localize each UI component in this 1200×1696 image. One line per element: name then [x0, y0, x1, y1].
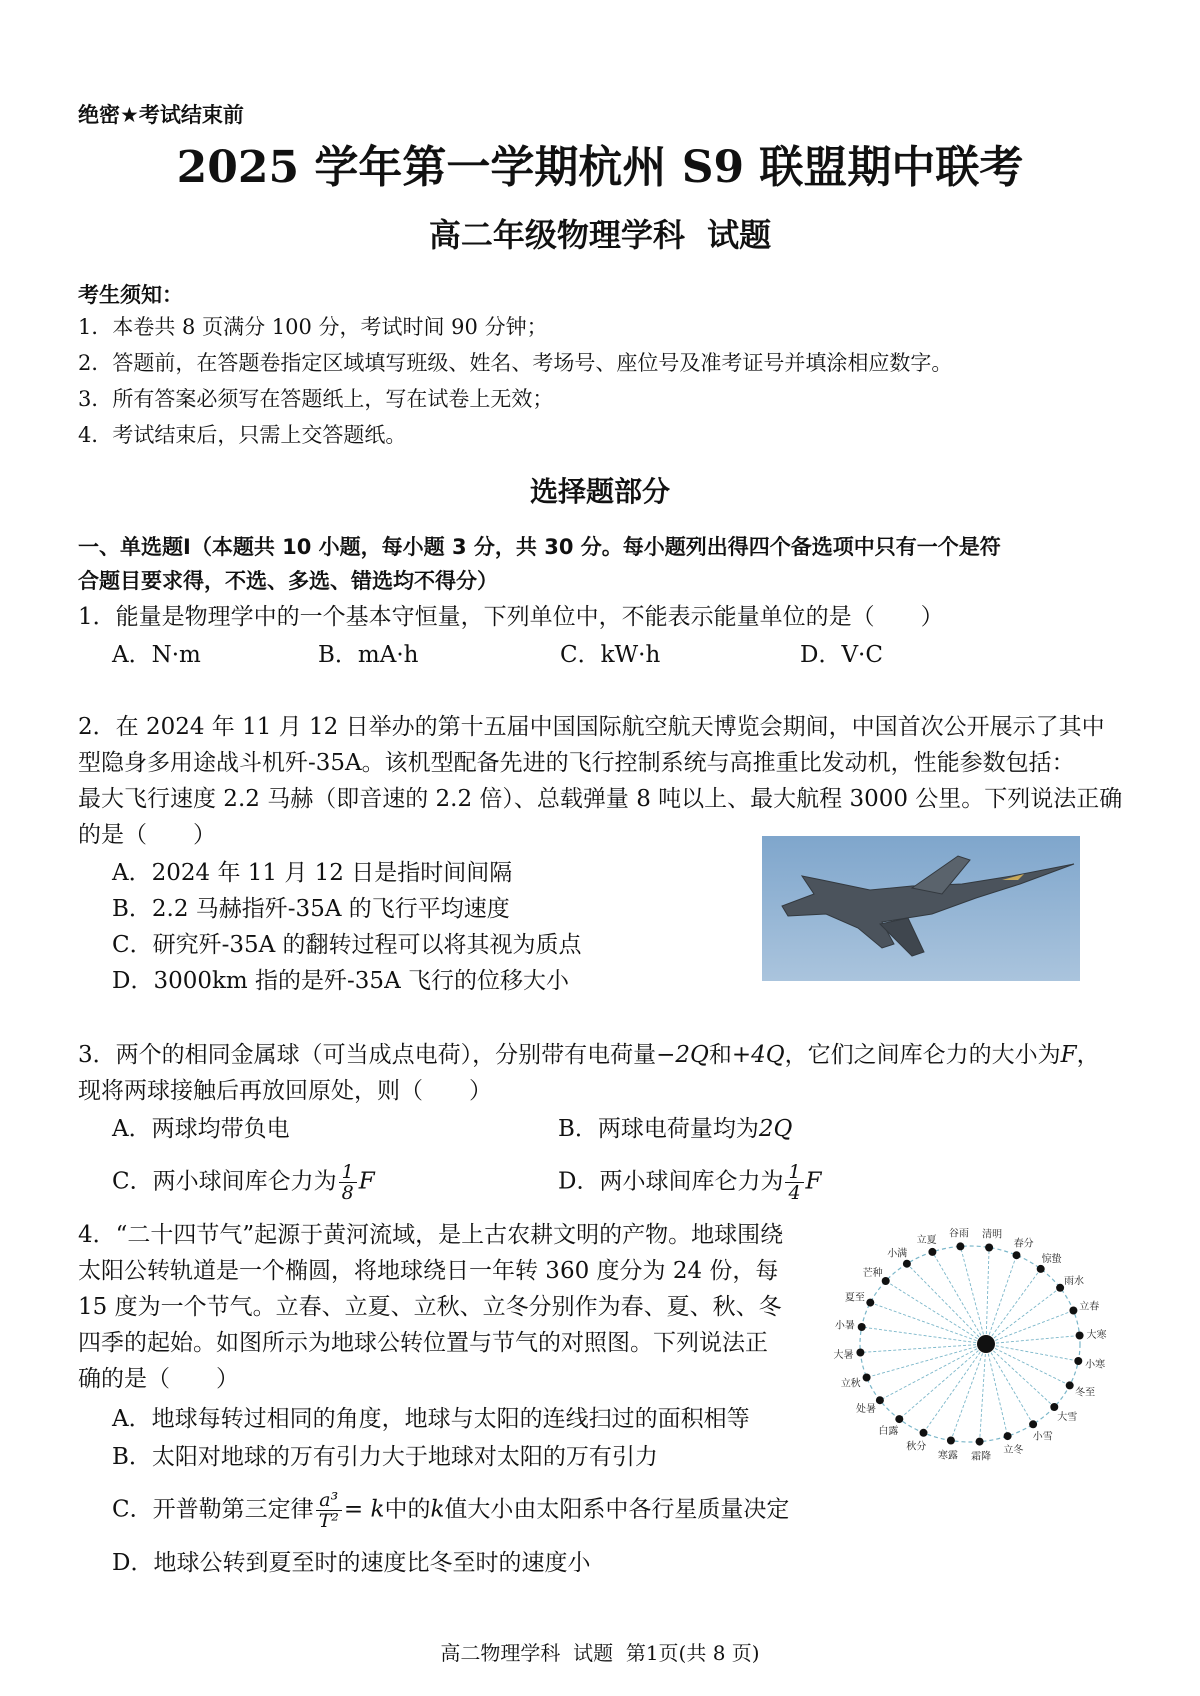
q4-stem-line: 确的是（ ）	[78, 1366, 239, 1392]
orbit-spoke	[986, 1311, 1073, 1345]
earth-position-dot	[903, 1260, 911, 1268]
orbit-spoke	[960, 1246, 986, 1344]
part1-instruction: 合题目要求得，不选、多选、错选均不得分）	[78, 569, 498, 593]
q3-option-c-fraction: $\frac{1}{8}$	[339, 1162, 357, 1203]
q4-option-d: D．地球公转到夏至时的速度比冬至时的速度小	[112, 1550, 591, 1576]
q1-stem: 1．能量是物理学中的一个基本守恒量，下列单位中，不能表示能量单位的是（ ）	[78, 604, 944, 630]
orbit-spoke	[986, 1255, 1017, 1344]
q3-option-b-text: B．两球电荷量均为	[558, 1116, 759, 1142]
orbit-spoke	[986, 1288, 1060, 1344]
orbit-spoke	[880, 1344, 986, 1400]
orbit-ellipse	[860, 1246, 1080, 1442]
q3-stem-line2: 现将两球接触后再放回原处，则（ ）	[78, 1078, 492, 1104]
q3-option-d-force: F	[805, 1168, 822, 1195]
notice-item: 3．所有答案必须写在答题纸上，写在试卷上无效；	[78, 387, 554, 411]
exam-title: 2025 学年第一学期杭州 S9 联盟期中联考	[176, 142, 1024, 193]
solar-term-label: 春分	[1013, 1238, 1034, 1250]
orbit-spoke	[924, 1344, 987, 1433]
q2-stem-line: 最大飞行速度 2.2 马赫（即音速的 2.2 倍）、总载弹量 8 吨以上、最大航程 3000 公里。下列说法正确	[78, 786, 1123, 812]
earth-position-dot	[1050, 1403, 1058, 1411]
q1-option-d: D．V·C	[800, 642, 883, 668]
k-symbol: k	[430, 1496, 445, 1523]
orbit-spoke	[860, 1344, 986, 1353]
earth-position-dot	[863, 1374, 871, 1382]
q3-text: 和	[708, 1042, 732, 1068]
q1-option-b: B．mA·h	[318, 642, 419, 668]
earth-position-dot	[1013, 1251, 1021, 1259]
orbit-spokes	[860, 1246, 1079, 1441]
earth-position-dot	[895, 1415, 903, 1423]
earth-position-dot	[947, 1437, 955, 1445]
solar-term-label: 小雪	[1032, 1431, 1053, 1443]
q3-option-b	[558, 1114, 792, 1144]
earth-position-dot	[1066, 1381, 1074, 1389]
q4-option-c-text: 值大小由太阳系中各行星质量决定	[444, 1496, 790, 1523]
q3-text: ，	[1076, 1042, 1100, 1068]
q3-option-d	[558, 1162, 822, 1203]
q2-option-b: B．2.2 马赫指歼-35A 的飞行平均速度	[112, 896, 510, 922]
q3-charge1: −2Q	[656, 1042, 709, 1068]
section-title: 选择题部分	[529, 475, 670, 508]
solar-term-label: 寒露	[937, 1450, 958, 1462]
earth-position-dot	[876, 1396, 884, 1404]
earth-position-dot	[985, 1244, 993, 1252]
earth-position-dot	[882, 1277, 890, 1285]
q4-option-c	[112, 1490, 789, 1531]
q3-option-b-value: 2Q	[758, 1116, 793, 1142]
earth-position-dot	[866, 1299, 874, 1307]
solar-term-label: 霜降	[971, 1451, 992, 1463]
notice-heading: 考生须知：	[78, 283, 183, 307]
orbit-spoke	[986, 1344, 1008, 1436]
orbit-spoke	[986, 1344, 1070, 1385]
orbit-spoke	[907, 1264, 986, 1344]
orbit-spoke	[986, 1248, 989, 1345]
q2-option-c: C．研究歼-35A 的翻转过程可以将其视为质点	[112, 932, 582, 958]
orbit-spoke	[899, 1344, 986, 1419]
kepler-equals-k: = k	[343, 1496, 385, 1523]
solar-term-label: 谷雨	[948, 1228, 969, 1240]
q3-text: 3．两个的相同金属球（可当成点电荷），分别带有电荷量	[78, 1042, 657, 1068]
q2-stem-line: 型隐身多用途战斗机歼-35A。该机型配备先进的飞行控制系统与高推重比发动机，性能参数包括：	[78, 750, 1075, 776]
solar-term-label: 大暑	[833, 1349, 854, 1361]
solar-term-label: 处暑	[856, 1404, 876, 1416]
q4-option-c-text: 中的	[384, 1496, 431, 1523]
notice-item: 2．答题前，在答题卷指定区域填写班级、姓名、考场号、座位号及准考证号并填涂相应数字。	[78, 351, 953, 375]
earth-position-dot	[856, 1349, 864, 1357]
q3-option-a: A．两球均带负电	[112, 1116, 290, 1142]
earth-position-dot	[928, 1248, 936, 1256]
orbit-spoke	[986, 1336, 1080, 1345]
exam-subtitle: 高二年级物理学科 试题	[428, 216, 772, 254]
q4-stem-line: 4．“二十四节气”起源于黄河流域，是上古农耕文明的产物。地球围绕	[78, 1222, 784, 1248]
earth-position-dot	[1037, 1265, 1045, 1273]
q1-option-a: A．N·m	[112, 642, 201, 668]
q4-option-c-text: C．开普勒第三定律	[112, 1496, 314, 1523]
solar-term-label: 白露	[878, 1425, 899, 1437]
orbit-spoke	[986, 1344, 1078, 1361]
earth-position-dot	[920, 1429, 928, 1437]
solar-terms-orbit-diagram	[820, 1222, 1120, 1478]
solar-term-label: 雨水	[1064, 1275, 1084, 1287]
notice-item: 1．本卷共 8 页满分 100 分，考试时间 90 分钟；	[78, 315, 548, 339]
sun-marker	[977, 1335, 995, 1353]
orbit-spoke	[932, 1252, 986, 1344]
q3-stem-line1	[78, 1040, 1100, 1070]
earth-position-dot	[1029, 1420, 1037, 1428]
earth-position-dot	[1004, 1432, 1012, 1440]
q3-charge2: +4Q	[731, 1042, 785, 1068]
q3-force: F	[1060, 1042, 1077, 1068]
solar-term-label: 秋分	[906, 1441, 927, 1453]
q4-stem-line: 太阳公转轨道是一个椭圆，将地球绕日一年转 360 度分为 24 份，每	[78, 1258, 779, 1284]
solar-term-label: 大雪	[1057, 1412, 1078, 1423]
q3-option-c-text: C．两小球间库仑力为	[112, 1168, 337, 1195]
earth-position-dot	[1069, 1307, 1077, 1315]
q2-stem-line: 的是（ ）	[78, 822, 216, 848]
earth-position-dot	[956, 1242, 964, 1250]
solar-term-label: 立春	[1079, 1301, 1100, 1313]
q3-option-c-force: F	[358, 1168, 375, 1195]
q2-option-a: A．2024 年 11 月 12 日是指时间间隔	[112, 860, 513, 886]
earth-position-dot	[1074, 1357, 1082, 1365]
orbit-spoke	[870, 1303, 986, 1344]
solar-term-label: 小满	[887, 1248, 908, 1260]
notice-item: 4．考试结束后，只需上交答题纸。	[78, 423, 407, 447]
q3-option-d-fraction: $\frac{1}{4}$	[785, 1162, 803, 1203]
solar-term-label: 夏至	[844, 1292, 865, 1304]
solar-term-label: 芒种	[862, 1268, 883, 1279]
orbit-spoke	[986, 1344, 1054, 1407]
solar-term-label: 大寒	[1086, 1330, 1107, 1342]
earth-position-dot	[976, 1438, 984, 1446]
q4-option-a: A．地球每转过相同的角度，地球与太阳的连线扫过的面积相等	[112, 1406, 750, 1432]
q3-text: ，它们之间库仑力的大小为	[784, 1042, 1061, 1068]
orbit-spoke	[986, 1269, 1041, 1344]
earth-position-dot	[1056, 1284, 1064, 1292]
orbit-spoke	[862, 1327, 986, 1344]
kepler-fraction: $\frac{\text{a³}}{\text{T²}}$	[316, 1490, 342, 1531]
q2-option-d: D．3000km 指的是歼-35A 飞行的位移大小	[112, 968, 569, 994]
q2-stem-line: 2．在 2024 年 11 月 12 日举办的第十五届中国国际航空航天博览会期间，中国首次公开展示了其中	[78, 714, 1105, 740]
q3-option-d-text: D．两小球间库仑力为	[558, 1168, 784, 1195]
solar-term-label: 清明	[982, 1229, 1003, 1241]
earth-position-dot	[858, 1323, 866, 1331]
solar-term-label: 立夏	[916, 1234, 937, 1246]
secret-mark: 绝密★考试结束前	[78, 103, 244, 127]
q4-stem-line: 四季的起始。如图所示为地球公转位置与节气的对照图。下列说法正	[78, 1330, 768, 1356]
earth-position-dot	[1076, 1332, 1084, 1340]
solar-term-label: 冬至	[1075, 1387, 1096, 1399]
fighter-jet-photo	[762, 836, 1080, 981]
solar-term-label: 立冬	[1003, 1445, 1024, 1457]
q4-stem-line: 15 度为一个节气。立春、立夏、立秋、立冬分别作为春、夏、秋、冬	[78, 1294, 782, 1320]
orbit-spoke	[886, 1281, 986, 1344]
q4-option-b: B．太阳对地球的万有引力大于地球对太阳的万有引力	[112, 1444, 658, 1470]
page-footer: 高二物理学科 试题 第1页(共 8 页)	[440, 1641, 760, 1665]
orbit-spoke	[867, 1344, 986, 1378]
solar-term-label: 惊蛰	[1041, 1254, 1062, 1266]
solar-term-label: 立秋	[840, 1378, 861, 1390]
solar-term-label: 小暑	[834, 1320, 855, 1332]
q3-option-c	[112, 1162, 375, 1203]
q1-option-c: C．kW·h	[560, 642, 661, 668]
part1-instruction: 一、单选题Ⅰ（本题共 10 小题，每小题 3 分，共 30 分。每小题列出得四个备选项中只有一个是符	[78, 535, 1001, 559]
solar-term-label: 小寒	[1085, 1359, 1106, 1371]
